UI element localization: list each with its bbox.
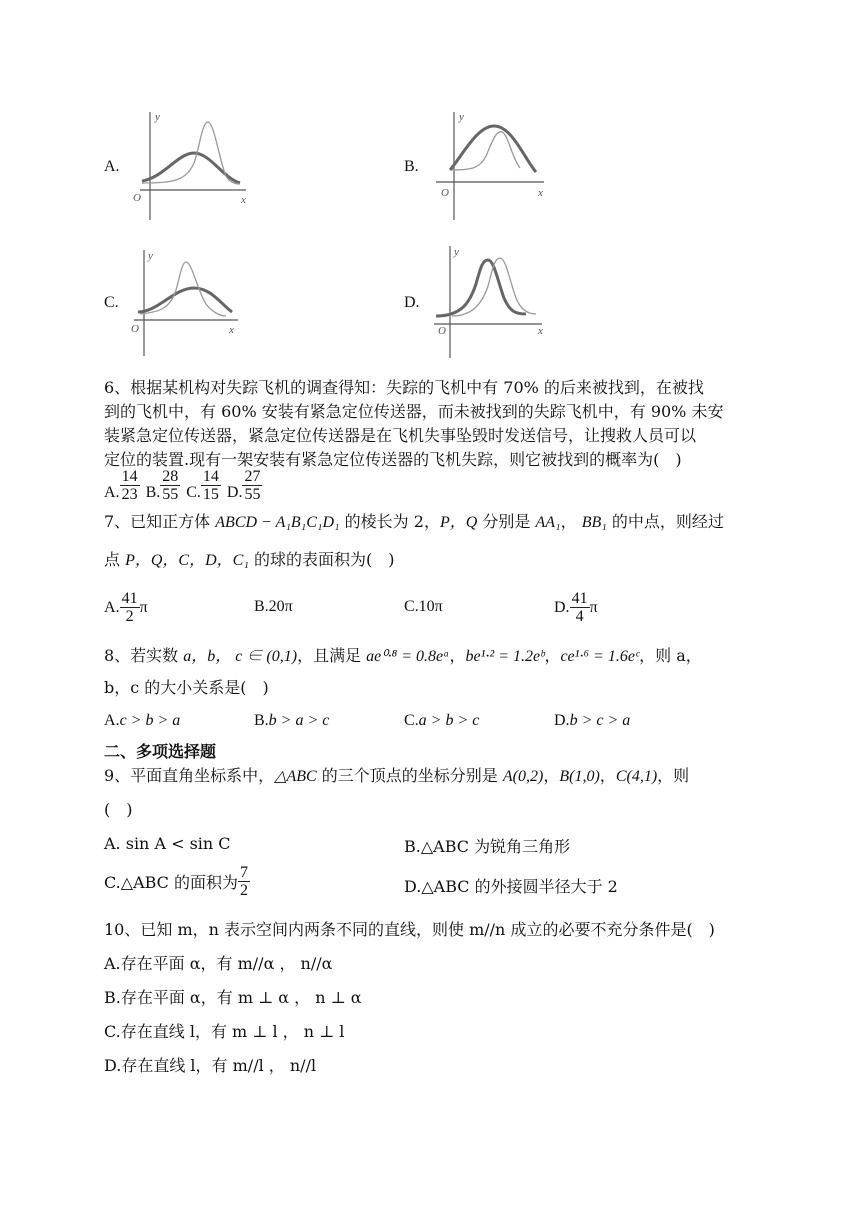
q6-option-b-label: B.: [145, 484, 161, 501]
graph-c-label: C.: [104, 294, 119, 311]
q7-option-b-value: 20π: [268, 598, 293, 615]
graph-b-wide-curve: [450, 126, 536, 172]
fraction-numerator: 14: [121, 468, 138, 485]
graph-a-y-label: y: [155, 111, 160, 123]
q10-option-c[interactable]: C.存在直线 l，有 m ⊥ l ， n ⊥ l: [104, 1022, 345, 1041]
q9-option-c-text: C.△ABC 的面积为: [104, 873, 239, 892]
graph-d-label: D.: [404, 294, 420, 311]
q8-text-line-1: 8、若实数 a，b， c ∈ (0,1)，且满足 ae⁰·⁸ = 0.8eᵃ，be¹·² = 1.2eᵇ，ce¹·⁶ = 1.6eᶜ，则 a，: [104, 646, 702, 665]
graph-b-origin-label: O: [441, 187, 449, 199]
q6-option-c-fraction: [201, 468, 221, 503]
graph-b-label: B.: [404, 158, 419, 175]
q6-option-b-fraction: [160, 468, 180, 503]
q6-option-a[interactable]: [104, 468, 140, 503]
q6-option-d-fraction: [242, 468, 262, 503]
q8-text-segment: 8、若实数: [104, 646, 184, 665]
graph-d: [432, 242, 550, 360]
q8-option-b[interactable]: B.b > a > c: [254, 712, 330, 729]
q6-option-c[interactable]: [186, 468, 221, 503]
q6-options: [104, 468, 262, 503]
q7-option-a-label: A.: [104, 598, 120, 616]
q9-option-d[interactable]: D.△ABC 的外接圆半径大于 2: [404, 877, 618, 896]
q8-option-c[interactable]: C.a > b > c: [404, 712, 480, 729]
q9-point-a: A(0,2): [502, 768, 544, 785]
graph-c-y-label: y: [148, 250, 153, 262]
graph-c: [126, 246, 244, 358]
graph-c-wide-curve: [138, 288, 232, 312]
q7-points-pq: P，Q: [439, 514, 478, 531]
q7-option-a[interactable]: [104, 590, 148, 625]
q7-text-segment: 的棱长为 2，: [339, 512, 440, 531]
q7-edge-bb1: BB₁: [581, 514, 607, 531]
graph-c-origin-label: O: [131, 323, 139, 335]
fraction-denominator: 2: [125, 608, 134, 625]
q7-edge-aa1: AA₁: [535, 514, 561, 531]
q7-text-segment: 7、已知正方体: [104, 512, 216, 531]
q8-option-d[interactable]: D.b > c > a: [554, 712, 631, 729]
q7-option-d-label: D.: [554, 598, 570, 616]
q8-text-segment: ，则 a，: [639, 646, 702, 665]
q9-text-line-1: 9、平面直角坐标系中，△ABC 的三个顶点的坐标分别是 A(0,2)，B(1,0)，C(4,1)，则: [104, 766, 690, 785]
fraction-denominator: 23: [121, 486, 138, 503]
graph-d-origin-label: O: [438, 325, 446, 337]
q8-equation-c: ce¹·⁶ = 1.6eᶜ: [560, 648, 640, 665]
q7-option-c-value: 10π: [418, 598, 443, 615]
q7-option-c[interactable]: [404, 598, 443, 616]
q6-text-line-3: 装紧急定位传送器，紧急定位传送器是在飞机失事坠毁时发送信号，让搜救人员可以: [104, 426, 697, 445]
graph-d-y-label: y: [454, 246, 459, 258]
fraction-numerator: 41: [571, 590, 588, 607]
q9-text-line-2: ( ): [104, 800, 133, 819]
q7-option-b-label: B.: [254, 598, 269, 615]
q8-equation-b: be¹·² = 1.2eᵇ: [465, 648, 545, 665]
graph-a-origin-label: O: [133, 192, 141, 204]
fraction-numerator: 27: [244, 468, 261, 485]
q10-option-a[interactable]: A.存在平面 α，有 m//α ， n//α: [104, 954, 333, 973]
fraction-numerator: 14: [202, 468, 219, 485]
q8-equation-a: ae⁰·⁸ = 0.8eᵃ: [366, 648, 450, 665]
fraction-denominator: 15: [202, 486, 219, 503]
q6-text-line-4: 定位的装置.现有一架安装有紧急定位传送器的飞机失踪，则它被找到的概率为( ): [104, 450, 682, 469]
q7-option-d-fraction: [570, 590, 590, 625]
q6-text-line-2: 到的飞机中，有 60% 安装有紧急定位传送器，而未被找到的失踪飞机中，有 90% 未安: [104, 402, 724, 421]
fraction-denominator: 55: [244, 486, 261, 503]
q7-points: P，Q，C，D，C₁: [125, 552, 249, 569]
q7-text-segment: 点: [104, 550, 126, 569]
q7-option-a-fraction: [120, 590, 140, 625]
graph-b: [432, 108, 550, 226]
q6-option-d[interactable]: [227, 468, 263, 503]
q8-option-a[interactable]: A.c > b > a: [104, 712, 181, 729]
fraction-numerator: 41: [121, 590, 138, 607]
pi-symbol: π: [589, 598, 598, 616]
q9-option-b[interactable]: B.△ABC 为锐角三角形: [404, 837, 571, 856]
q10-text-line-1: 10、已知 m，n 表示空间内两条不同的直线，则使 m//n 成立的必要不充分条件是( ): [104, 920, 715, 939]
q8-vars: a，b，: [183, 648, 232, 665]
q9-point-b: B(1,0): [559, 768, 600, 785]
fraction-denominator: 2: [240, 882, 249, 899]
pi-symbol: π: [139, 598, 148, 616]
fraction-numerator: 28: [162, 468, 179, 485]
q7-text-line-2: [104, 550, 394, 571]
q7-option-c-label: C.: [404, 598, 419, 615]
q7-cube-name: ABCD − A₁B₁C₁D₁: [215, 514, 340, 531]
q8-text-segment: ，且满足: [297, 646, 367, 665]
q6-option-d-label: D.: [226, 484, 243, 501]
q6-option-b[interactable]: [146, 468, 181, 503]
section-heading-multiple-choice: 二、多项选择题: [104, 742, 217, 761]
q7-text-segment: 分别是: [477, 512, 536, 531]
graph-a: [128, 108, 253, 226]
q7-text-segment: 的中点，则经过: [606, 512, 724, 531]
graph-b-x-label: x: [538, 187, 543, 199]
fraction-numerator: 7: [240, 864, 249, 881]
q7-text-segment: ，: [560, 512, 582, 531]
q8-text-line-2: b，c 的大小关系是( ): [104, 678, 269, 697]
q6-option-a-label: A.: [104, 484, 120, 501]
fraction-denominator: 55: [162, 486, 179, 503]
q9-option-a[interactable]: A. sin A < sin C: [104, 834, 231, 853]
q7-option-d[interactable]: [554, 590, 598, 625]
q9-point-c: C(4,1): [615, 768, 658, 785]
q6-text-line-1: 6、根据某机构对失踪飞机的调查得知：失踪的飞机中有 70% 的后来被找到，在被找: [104, 378, 704, 397]
graph-a-x-label: x: [241, 194, 246, 206]
graph-b-y-label: y: [459, 111, 464, 123]
q9-triangle: △ABC: [274, 768, 317, 785]
graph-a-label: A.: [104, 158, 120, 175]
graph-c-x-label: x: [229, 324, 234, 336]
q10-option-d[interactable]: D.存在直线 l，有 m//l ， n//l: [104, 1056, 317, 1075]
graph-b-narrow-curve: [452, 132, 520, 170]
q6-option-a-fraction: [120, 468, 140, 503]
fraction-denominator: 4: [575, 608, 584, 625]
q6-option-c-label: C.: [186, 484, 201, 501]
q8-interval: c ∈ (0,1): [231, 648, 298, 665]
q7-text-segment: 的球的表面积为( ): [248, 550, 395, 569]
q7-text-line-1: [104, 512, 724, 533]
q10-option-b[interactable]: B.存在平面 α，有 m ⊥ α ， n ⊥ α: [104, 988, 362, 1007]
q7-option-b[interactable]: [254, 598, 293, 616]
graph-d-x-label: x: [538, 325, 543, 337]
q9-option-c[interactable]: [104, 864, 250, 899]
q9-option-c-fraction: [238, 864, 250, 899]
